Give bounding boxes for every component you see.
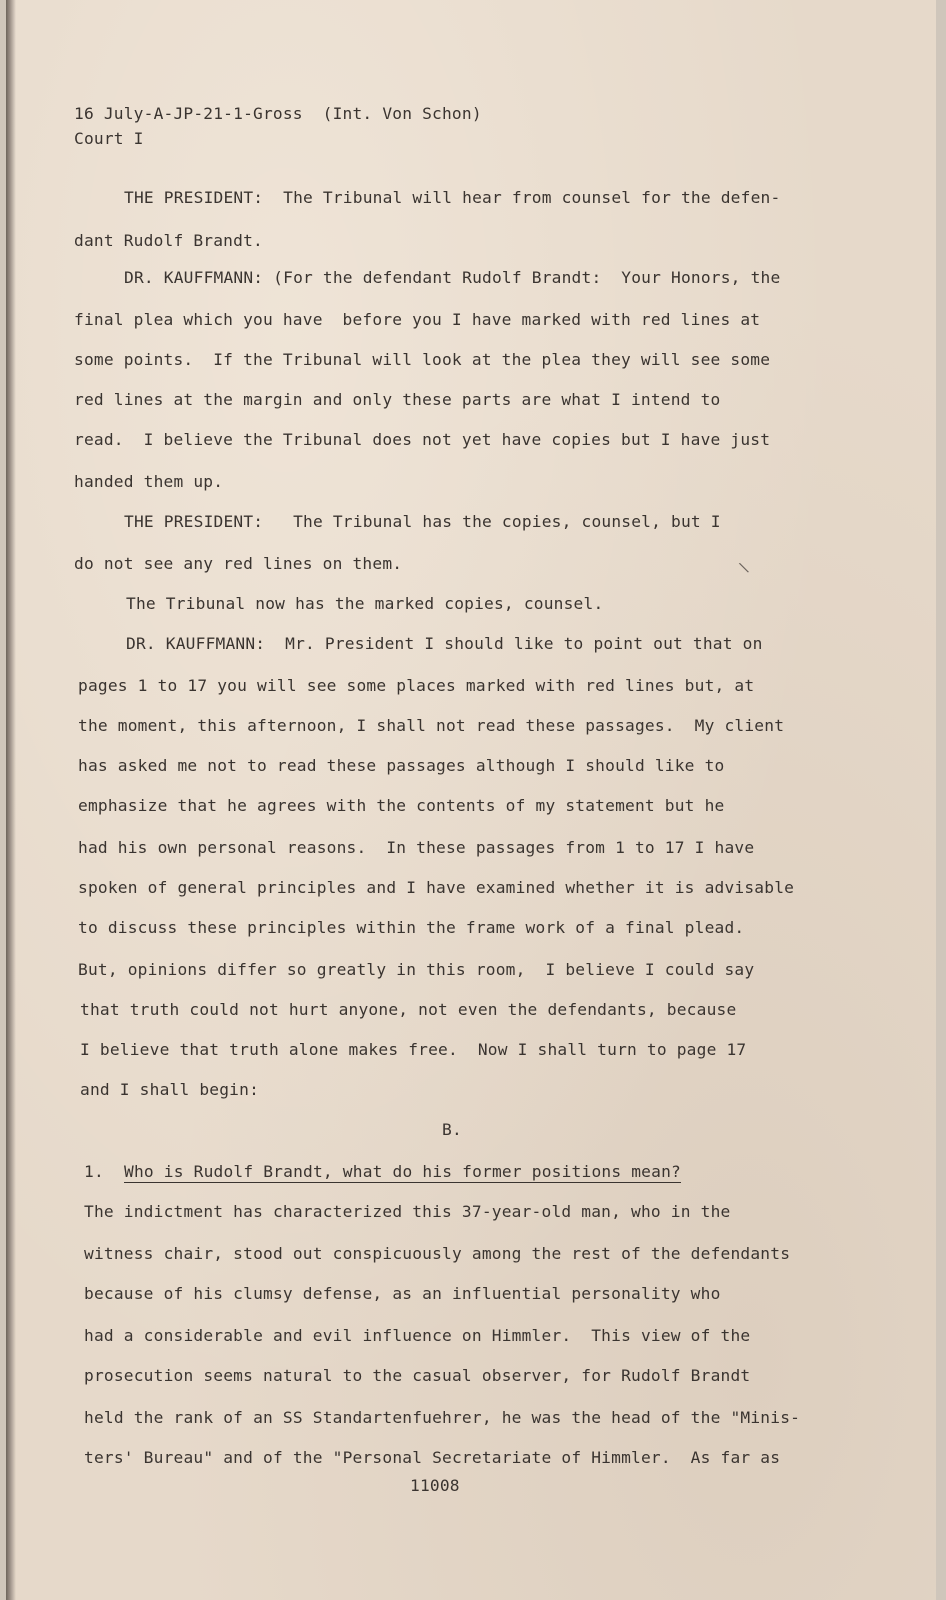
section-letter: B. — [442, 1120, 462, 1139]
text-line: some points. If the Tribunal will look at the plea they will see some — [74, 350, 771, 369]
text-line: the moment, this afternoon, I shall not read these passages. My client — [78, 716, 785, 735]
text-line: pages 1 to 17 you will see some places marked with red lines but, at — [78, 676, 755, 695]
text-line: had his own personal reasons. In these passages from 1 to 17 I have — [78, 838, 755, 857]
text-line: because of his clumsy defense, as an influential personality who — [84, 1284, 721, 1303]
text-line: The indictment has characterized this 37-year-old man, who in the — [84, 1202, 731, 1221]
text-line: held the rank of an SS Standartenfuehrer, he was the head of the "Minis- — [84, 1408, 801, 1427]
text-line: dant Rudolf Brandt. — [74, 231, 263, 250]
text-line: handed them up. — [74, 472, 224, 491]
text-line: prosecution seems natural to the casual observer, for Rudolf Brandt — [84, 1366, 751, 1385]
text-line: has asked me not to read these passages although I should like to — [78, 756, 725, 775]
header-reference: 16 July-A-JP-21-1-Gross (Int. Von Schon) — [74, 104, 482, 123]
document-page — [6, 0, 936, 1600]
text-line: that truth could not hurt anyone, not even the defendants, because — [80, 1000, 737, 1019]
text-line: had a considerable and evil influence on Himmler. This view of the — [84, 1326, 751, 1345]
section-heading-number: 1. — [84, 1162, 104, 1181]
text-line: and I shall begin: — [80, 1080, 260, 1099]
text-line: But, opinions differ so greatly in this room, I believe I could say — [78, 960, 755, 979]
text-line: THE PRESIDENT: The Tribunal has the copies, counsel, but I — [124, 512, 721, 531]
text-line: do not see any red lines on them. — [74, 554, 403, 573]
text-line: spoken of general principles and I have examined whether it is advisable — [78, 878, 795, 897]
text-line: emphasize that he agrees with the contents of my statement but he — [78, 796, 725, 815]
section-heading: Who is Rudolf Brandt, what do his former positions mean? — [124, 1162, 681, 1181]
text-line: DR. KAUFFMANN: Mr. President I should like to point out that on — [126, 634, 763, 653]
text-line: final plea which you have before you I have marked with red lines at — [74, 310, 761, 329]
text-line: ters' Bureau" and of the "Personal Secretariate of Himmler. As far as — [84, 1448, 781, 1467]
text-line: to discuss these principles within the frame work of a final plead. — [78, 918, 745, 937]
text-line: red lines at the margin and only these parts are what I intend to — [74, 390, 721, 409]
stray-pencil-mark: \ — [737, 559, 751, 577]
text-line: THE PRESIDENT: The Tribunal will hear from counsel for the defen- — [124, 188, 781, 207]
page-number: 11008 — [410, 1476, 460, 1495]
text-line: witness chair, stood out conspicuously among the rest of the defendants — [84, 1244, 791, 1263]
text-line: read. I believe the Tribunal does not yet have copies but I have just — [74, 430, 771, 449]
text-line: I believe that truth alone makes free. Now I shall turn to page 17 — [80, 1040, 747, 1059]
page-edge-shadow — [6, 0, 16, 1600]
header-court: Court I — [74, 129, 144, 148]
text-line: The Tribunal now has the marked copies, counsel. — [126, 594, 604, 613]
text-line: DR. KAUFFMANN: (For the defendant Rudolf Brandt: Your Honors, the — [124, 268, 781, 287]
